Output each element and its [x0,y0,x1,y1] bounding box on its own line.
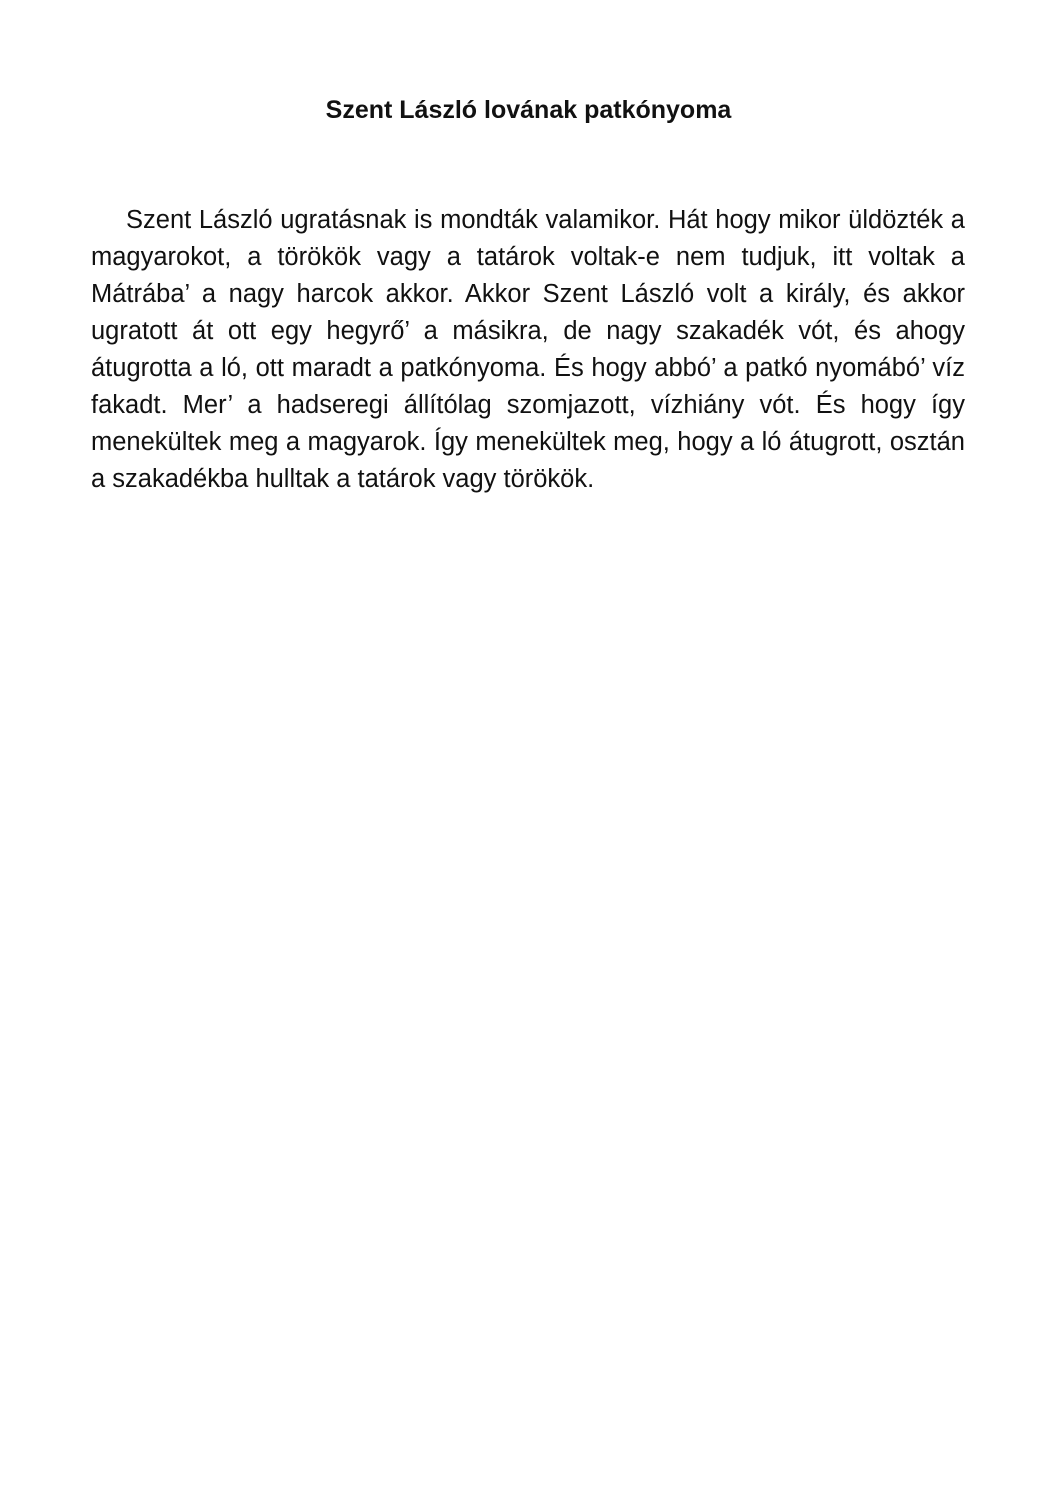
story-paragraph: Szent László ugratásnak is mondták valamikor. Hát hogy mikor üldözték a magyarokot, a törökök vagy a tatárok voltak-e nem tudjuk, itt voltak a Mátrába’ a nagy harcok akkor. Akkor Szent László volt a király, és akkor ugratott át ott egy hegyrő’ a másikra, de nagy szakadék vót, és ahogy átugrotta a ló, ott maradt a patkónyoma. És hogy abbó’ a patkó nyomábó’ víz fakadt. Mer’ a hadseregi állítólag szomjazott, vízhiány vót. És hogy így menekültek meg a magyarok. Így menekültek meg, hogy a ló átugrott, osztán a szakadékba hulltak a tatárok vagy törökök. [91,206,965,493]
document-title: Szent László lovának patkónyoma [325,96,732,124]
